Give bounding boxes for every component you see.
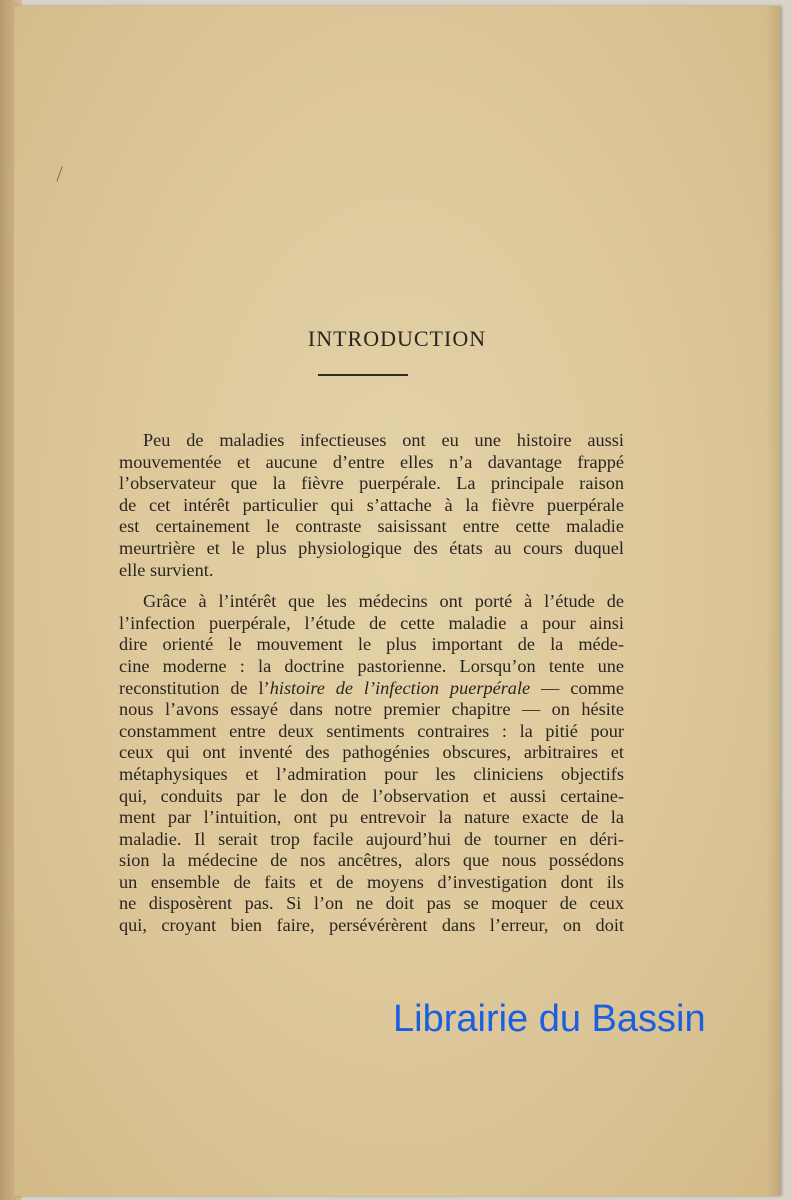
page-title: INTRODUCTION <box>307 326 487 351</box>
page-shadow <box>766 6 780 1196</box>
text-line: l’infection puerpérale, l’étude de cette maladie a pour ainsi <box>119 612 624 633</box>
text-line: qui, croyant bien faire, persévérèrent dans l’erreur, on doit <box>119 915 624 936</box>
text-line: constamment entre deux sentiments contraires : la pitié pour <box>119 720 624 741</box>
text-line: qui, conduits par le don de l’observation et aussi certaine- <box>119 785 624 806</box>
text-line: cine moderne : la doctrine pastorienne. Lorsqu’on tente une <box>119 655 624 676</box>
text-line-with-italic <box>119 678 624 700</box>
pencil-mark <box>56 166 62 181</box>
title-rule <box>318 374 408 376</box>
text-line: Grâce à l’intérêt que les médecins ont porté à l’étude de <box>143 591 624 612</box>
body-text <box>119 430 624 937</box>
paragraph-1 <box>119 430 624 581</box>
paragraph-gap <box>119 581 624 591</box>
italic-phrase: histoire de l’infection puerpérale <box>269 677 531 698</box>
text-line: ne disposèrent pas. Si l’on ne doit pas se moquer de ceux <box>119 893 624 914</box>
text-line: meurtrière et le plus physiologique des états au cours duquel <box>119 537 624 558</box>
paragraph-2 <box>119 591 624 937</box>
text-line: maladie. Il serait trop facile aujourd’hui de tourner en déri- <box>119 828 624 849</box>
text-line: Peu de maladies infectieuses ont eu une histoire aussi <box>143 430 624 450</box>
text-line: mouvementée et aucune d’entre elles n’a davantage frappé <box>119 451 624 472</box>
text-segment: reconstitution de l’ <box>119 677 270 698</box>
watermark-text: Librairie du Bassin <box>393 998 706 1040</box>
text-line: l’observateur que la fièvre puerpérale. La principale raison <box>119 473 624 494</box>
text-segment: — comme <box>530 677 625 698</box>
text-line: ment par l’intuition, ont pu entrevoir la nature exacte de la <box>119 807 624 828</box>
text-line: de cet intérêt particulier qui s’attache à la fièvre puerpérale <box>119 494 624 515</box>
text-line: un ensemble de faits et de moyens d’investigation dont ils <box>119 871 624 892</box>
text-line: métaphysiques et l’admiration pour les cliniciens objectifs <box>119 763 624 784</box>
text-line: nous l’avons essayé dans notre premier chapitre — on hésite <box>119 699 624 720</box>
text-line: dire orienté le mouvement le plus important de la méde- <box>119 634 624 655</box>
text-line: elle survient. <box>119 559 214 580</box>
text-line: est certainement le contraste saisissant entre cette maladie <box>119 516 624 537</box>
text-line: ceux qui ont inventé des pathogénies obscures, arbitraires et <box>119 742 624 763</box>
text-line: sion la médecine de nos ancêtres, alors que nous possédons <box>119 850 624 871</box>
